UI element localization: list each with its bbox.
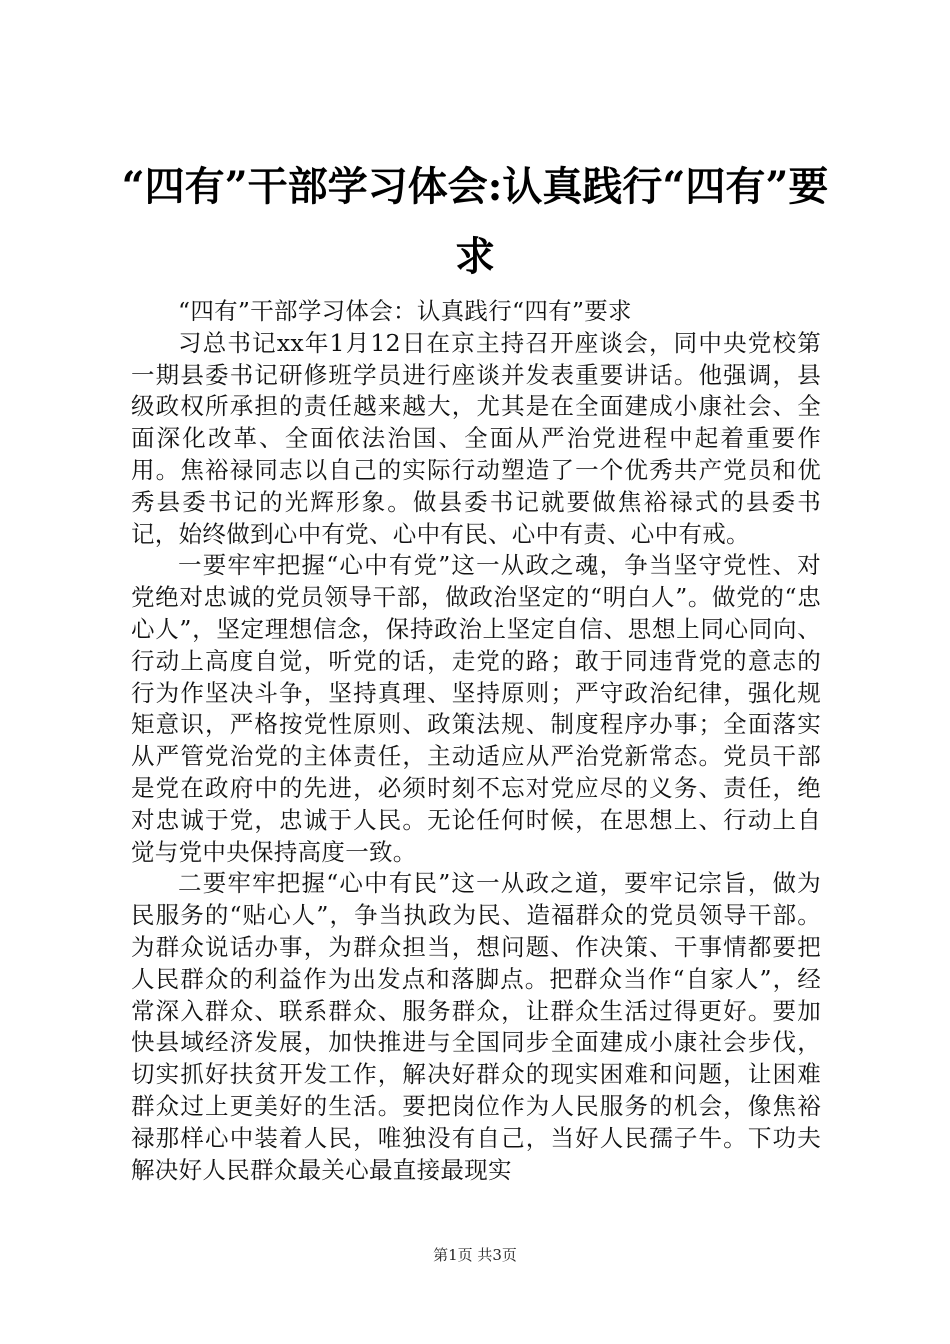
body-paragraph-one: 一要牢牢把握“心中有党”这一从政之魂，争当坚守党性、对党绝对忠诚的党员领导干部，做政治坚定的“明白人”。做党的“忠心人”，坚定理想信念，保持政治上坚定自信、思想上同心同向、行动上高度自觉，听党的话，走党的路；敢于同违背党的意志的行为作坚决斗争，坚持真理、坚持原则；严守政治纪律，强化规矩意识，严格按党性原则、政策法规、制度程序办事；全面落实从严管党治党的主体责任，主动适应从严治党新常态。党员干部是党在政府中的先进，必须时刻不忘对党应尽的义务、责任，绝对忠诚于党，忠诚于人民。无论任何时候，在思想上、行动上自觉与党中央保持高度一致。: [131, 551, 821, 866]
body-paragraph-two: 二要牢牢把握“心中有民”这一从政之道，要牢记宗旨，做为民服务的“贴心人”，争当执政为民、造福群众的党员领导干部。为群众说话办事，为群众担当，想问题、作决策、干事情都要把人民群众的利益作为出发点和落脚点。把群众当作“自家人”，经常深入群众、联系群众、服务群众，让群众生活过得更好。要加快县域经济发展，加快推进与全国同步全面建成小康社会步伐，切实抓好扶贫开发工作，解决好群众的现实困难和问题，让困难群众过上更美好的生活。要把岗位作为人民服务的机会，像焦裕禄那样心中装着人民，唯独没有自己，当好人民孺子牛。下功夫解决好人民群众最关心最直接最现实: [131, 869, 821, 1184]
document-body: [131, 296, 821, 1186]
subtitle-paragraph: “四有”干部学习体会：认真践行“四有”要求: [178, 297, 632, 325]
body-paragraph-intro: 习总书记xx年1月12日在京主持召开座谈会，同中央党校第一期县委书记研修班学员进行座谈并发表重要讲话。他强调，县级政权所承担的责任越来越大，尤其是在全面建成小康社会、全面深化改革、全面依法治国、全面从严治党进程中起着重要作用。焦裕禄同志以自己的实际行动塑造了一个优秀共产党员和优秀县委书记的光辉形象。做县委书记就要做焦裕禄式的县委书记，始终做到心中有党、心中有民、心中有责、心中有戒。: [131, 328, 821, 548]
document-title: “四有”干部学习体会:认真践行“四有”要求: [121, 163, 829, 280]
page-number-footer: 第1页 共3页: [433, 1246, 517, 1264]
